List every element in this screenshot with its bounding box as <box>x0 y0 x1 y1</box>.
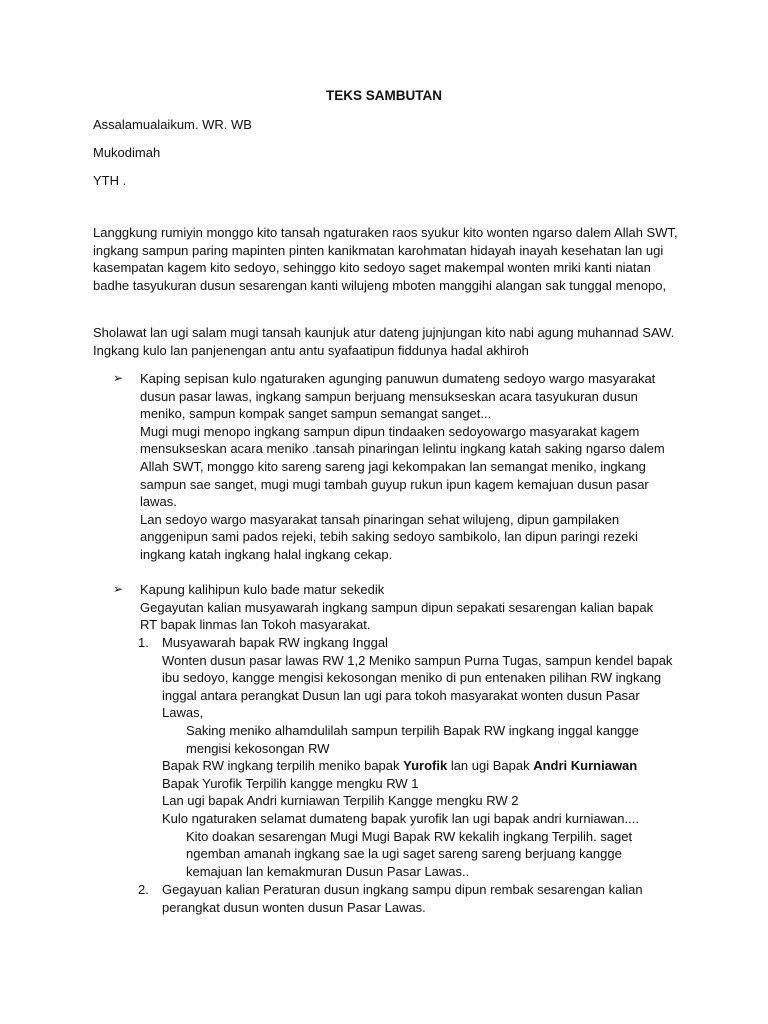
bullet-item-1 <box>113 370 673 564</box>
bullet-1-text-1: Kaping sepisan kulo ngaturaken agunging panuwun dumateng sedoyo wargo masyarakat dusun pasar lawas, ingkang sampun berjuang mensukseskan acara tasyukuran dusun meniko, sampun kompak sanget sampun semangat sanget... <box>140 371 656 422</box>
text-run: Bapak RW ingkang terpilih meniko bapak <box>162 758 404 774</box>
item-1-text-7: Kito doakan sesarengan Mugi Mugi Bapak RW kekalih ingkang Terpilih. saget ngemban amanah ingkang sae la ugi saget sareng sareng berjuang kangge kemajuan lan kemakmuran Dusun Pasar Lawas.. <box>186 828 633 879</box>
item-1-text-3 <box>162 757 678 775</box>
bullet-2-intro: Gegayutan kalian musyawarah ingkang sampun dipun sepakati sesarengan kalian bapak RT bapak linmas lan Tokoh masyarakat. <box>140 599 654 633</box>
bullet-item-2 <box>113 581 673 634</box>
numbered-item-2 <box>138 881 678 916</box>
mukodimah-heading: Mukodimah <box>93 145 161 160</box>
text-run: lan ugi Bapak <box>447 758 534 774</box>
opening-paragraph: Langgkung rumiyin monggo kito tansah ngaturaken raos syukur kito wonten ngarso dalem Allah SWT, ingkang sampun paring mapinten pinten kanikmatan karohmatan hidayah inayah kesehatan lan ugi kasempatan kagem kito sedoyo, sehinggo kito sedoyo saget makempal wonten mriki kanti niatan badhe tasyukuran dusun sesarengan kanti wilujeng mboten manggihi alangan sak tunggal menopo, <box>93 225 678 293</box>
item-1-text-2: Saking meniko alhamdulilah sampun terpilih Bapak RW ingkang inggal kangge mengisi kekosongan RW <box>186 722 639 756</box>
sholawat-paragraph: Sholawat lan ugi salam mugi tansah kaunjuk atur dateng jujnjungan kito nabi agung muhannad SAW. Ingkang kulo lan panjenengan antu antu syafaatipun fiddunya hadal akhiroh <box>93 325 675 358</box>
item-1-text-4: Bapak Yurofik Terpilih kangge mengku RW 1 <box>162 775 419 791</box>
bullet-1-text-3: Lan sedoyo wargo masyarakat tansah pinaringan sehat wilujeng, dipun gampilaken anggenipun sami pados rejeki, tebih saking sedoyo sambikolo, lan dipun paringi rezeki ingkang katah ingkang halal ingkang cekap. <box>140 511 638 562</box>
greeting-text: Assalamualaikum. WR. WB <box>93 117 252 132</box>
item-1-heading: Musyawarah bapak RW ingkang Inggal <box>162 635 388 650</box>
name-andri-kurniawan: Andri Kurniawan <box>533 758 638 774</box>
item-2-text: Gegayuan kalian Peraturan dusun ingkang sampu dipun rembak sesarengan kalian perangkat dusun wonten dusun Pasar Lawas. <box>162 882 643 915</box>
item-1-text-6: Kulo ngaturaken selamat dumateng bapak yurofik lan ugi bapak andri kurniawan.... <box>162 810 639 826</box>
name-yurofik: Yurofik <box>403 758 448 774</box>
bullet-1-text-2: Mugi mugi menopo ingkang sampun dipun tindaaken sedoyowargo masyarakat kagem mensukseskan acara meniko .tansah pinaringan lelintu ingkang katah saking ngarso dalem Allah SWT, monggo kito sareng sareng jagi kekompakan lan semangat meniko, ingkang sampun sae sanget, mugi mugi tambah guyup rukun ipun kagem kemajuan dusun pasar lawas. <box>140 423 665 510</box>
arrow-bullet-icon: ➢ <box>113 371 124 385</box>
document-title: TEKS SAMBUTAN <box>326 88 442 103</box>
arrow-bullet-icon: ➢ <box>113 582 124 596</box>
numbered-item-1 <box>138 634 678 880</box>
item-1-text-5: Lan ugi bapak Andri kurniawan Terpilih Kangge mengku RW 2 <box>162 793 519 809</box>
item-number: 2. <box>138 882 149 897</box>
bullet-2-heading: Kapung kalihipun kulo bade matur sekedik <box>140 582 385 597</box>
item-1-text-1: Wonten dusun pasar lawas RW 1,2 Meniko sampun Purna Tugas, sampun kendel bapak ibu sedoyo, kangge mengisi kekosongan meniko di pun entenaken pilihan RW ingkang inggal antara perangkat Dusun lan ugi para tokoh masyarakat wonten dusun Pasar Lawas, <box>162 652 673 721</box>
item-number: 1. <box>138 635 149 650</box>
yth-text: YTH . <box>93 173 127 188</box>
